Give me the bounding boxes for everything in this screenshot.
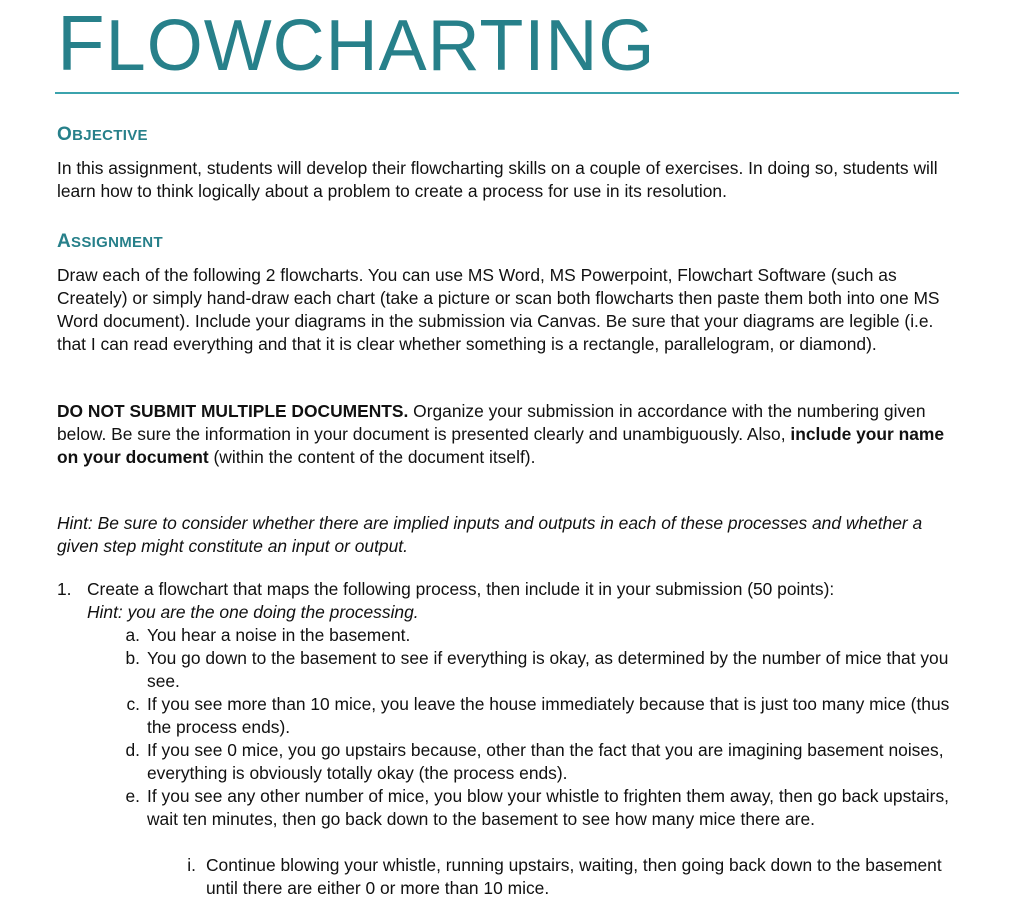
objective-heading: OBJECTIVE xyxy=(57,124,148,145)
sub-item-letter: c. xyxy=(126,694,140,714)
sub-item-text: You go down to the basement to see if everything is okay, as determined by the number of mice that you see. xyxy=(147,648,949,691)
sub-item-text: If you see any other number of mice, you blow your whistle to frighten them away, then go back upstairs, wait ten minutes, then go back down to the basement to see how many mice there are. xyxy=(147,786,949,829)
page-title: FLOWCHARTING xyxy=(57,0,656,87)
sub-item-text: You hear a noise in the basement. xyxy=(147,625,411,645)
list-item-text: Create a flowchart that maps the following process, then include it in your submission (50 points): Hint: you are the one doing the processing. xyxy=(87,579,835,622)
sub-item-text: If you see more than 10 mice, you leave the house immediately because that is just too many mice (thus the process ends). xyxy=(147,694,950,737)
subsub-item-letter: i. xyxy=(187,855,196,875)
objective-text: In this assignment, students will develop their flowcharting skills on a couple of exercises. In doing so, students will learn how to think logically about a problem to create a process for use in its resolution. xyxy=(57,158,938,201)
warning-bold: DO NOT SUBMIT MULTIPLE DOCUMENTS. xyxy=(57,401,409,421)
sub-item-letter: b. xyxy=(125,648,140,668)
list-item-hint: Hint: you are the one doing the processing. xyxy=(87,602,419,622)
list-item-number: 1. xyxy=(57,579,72,599)
assignment-heading: ASSIGNMENT xyxy=(57,231,163,252)
name-requirement: include your name on your document xyxy=(57,424,945,467)
sub-item-text: If you see 0 mice, you go upstairs because, other than the fact that you are imagining basement noises, everything is obviously totally okay (the process ends). xyxy=(147,740,944,783)
assignment-hint: Hint: Be sure to consider whether there are implied inputs and outputs in each of these processes and whether a given step might constitute an input or output. xyxy=(57,513,923,556)
sub-item-letter: e. xyxy=(125,786,140,806)
title-divider xyxy=(55,92,959,94)
assignment-warning: DO NOT SUBMIT MULTIPLE DOCUMENTS. Organize your submission in accordance with the numbering given below. Be sure the information in your document is presented clearly and unambiguously. Also, include your name on your document (within the content of the document itself). xyxy=(57,401,945,467)
sub-item-letter: d. xyxy=(125,740,140,760)
sub-item-letter: a. xyxy=(125,625,140,645)
assignment-intro: Draw each of the following 2 flowcharts. You can use MS Word, MS Powerpoint, Flowchart Software (such as Creately) or simply hand-draw each chart (take a picture or scan both flowcharts then paste them both into one MS Word document). Include your diagrams in the submission via Canvas. Be sure that your diagrams are legible (i.e. that I can read everything and that it is clear whether something is a rectangle, parallelogram, or diamond). xyxy=(57,265,940,354)
subsub-item-text: Continue blowing your whistle, running upstairs, waiting, then going back down to the basement until there are either 0 or more than 10 mice. xyxy=(206,855,942,898)
